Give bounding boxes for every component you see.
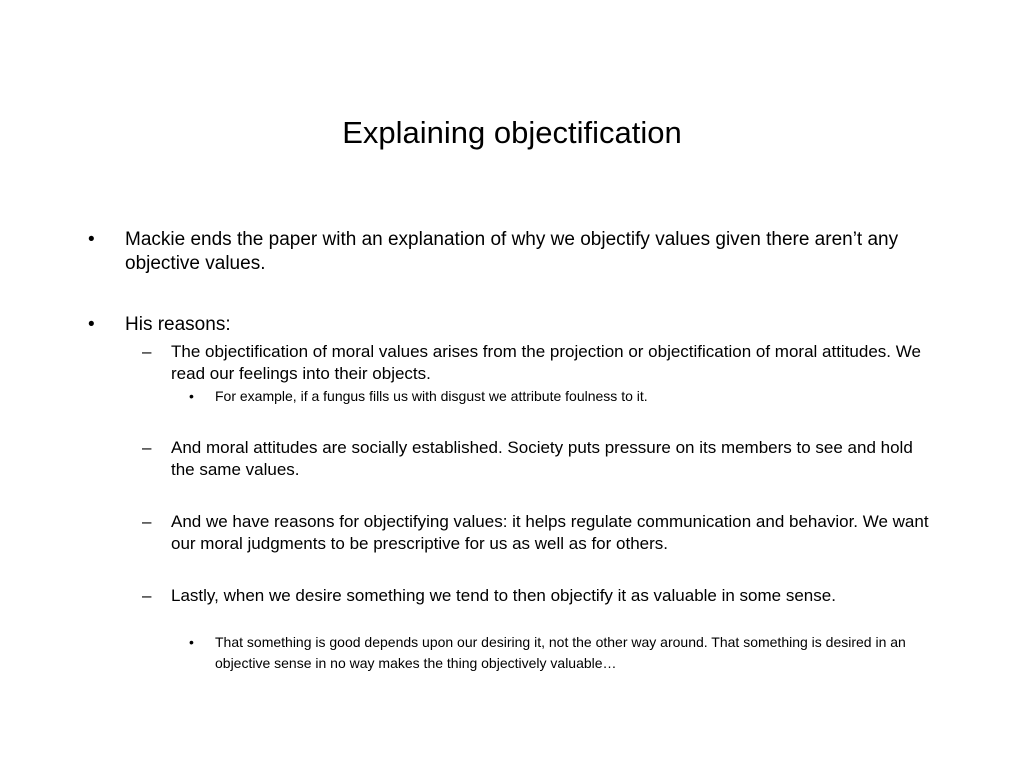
bullet-item-his-reasons	[88, 313, 938, 337]
sub-bullet-item-reasons	[142, 511, 942, 555]
sub-bullet-item-desire	[142, 585, 942, 607]
sub-sub-bullet-item-fungus	[189, 386, 949, 407]
dash-marker: –	[142, 342, 152, 361]
sub-bullet-text: And we have reasons for objectifying values: it helps regulate communication and behavior. We want our moral judgments to be prescriptive for us as well as for others.	[171, 512, 929, 553]
bullet-text: His reasons:	[125, 314, 231, 335]
sub-sub-bullet-text: That something is good depends upon our desiring it, not the other way around. That something is desired in an objective sense in no way makes the thing objectively valuable…	[215, 634, 906, 671]
dash-marker: –	[142, 586, 152, 605]
bullet-marker: •	[189, 388, 194, 404]
bullet-text: Mackie ends the paper with an explanation of why we objectify values given there aren’t any objective values.	[125, 229, 899, 274]
bullet-item-mackie	[88, 228, 938, 276]
bullet-marker: •	[88, 229, 95, 250]
sub-bullet-item-social	[142, 437, 942, 481]
sub-bullet-text: And moral attitudes are socially established. Society puts pressure on its members to see and hold the same values.	[171, 438, 913, 479]
sub-sub-bullet-text: For example, if a fungus fills us with disgust we attribute foulness to it.	[215, 388, 648, 404]
bullet-marker: •	[189, 634, 194, 650]
sub-bullet-item-projection	[142, 341, 942, 385]
sub-sub-bullet-item-good	[189, 632, 949, 674]
sub-bullet-text: Lastly, when we desire something we tend to then objectify it as valuable in some sense.	[171, 586, 836, 605]
dash-marker: –	[142, 512, 152, 531]
sub-bullet-text: The objectification of moral values arises from the projection or objectification of moral attitudes. We read our feelings into their objects.	[171, 342, 921, 383]
dash-marker: –	[142, 438, 152, 457]
slide-title: Explaining objectification	[342, 115, 682, 150]
bullet-marker: •	[88, 314, 95, 335]
